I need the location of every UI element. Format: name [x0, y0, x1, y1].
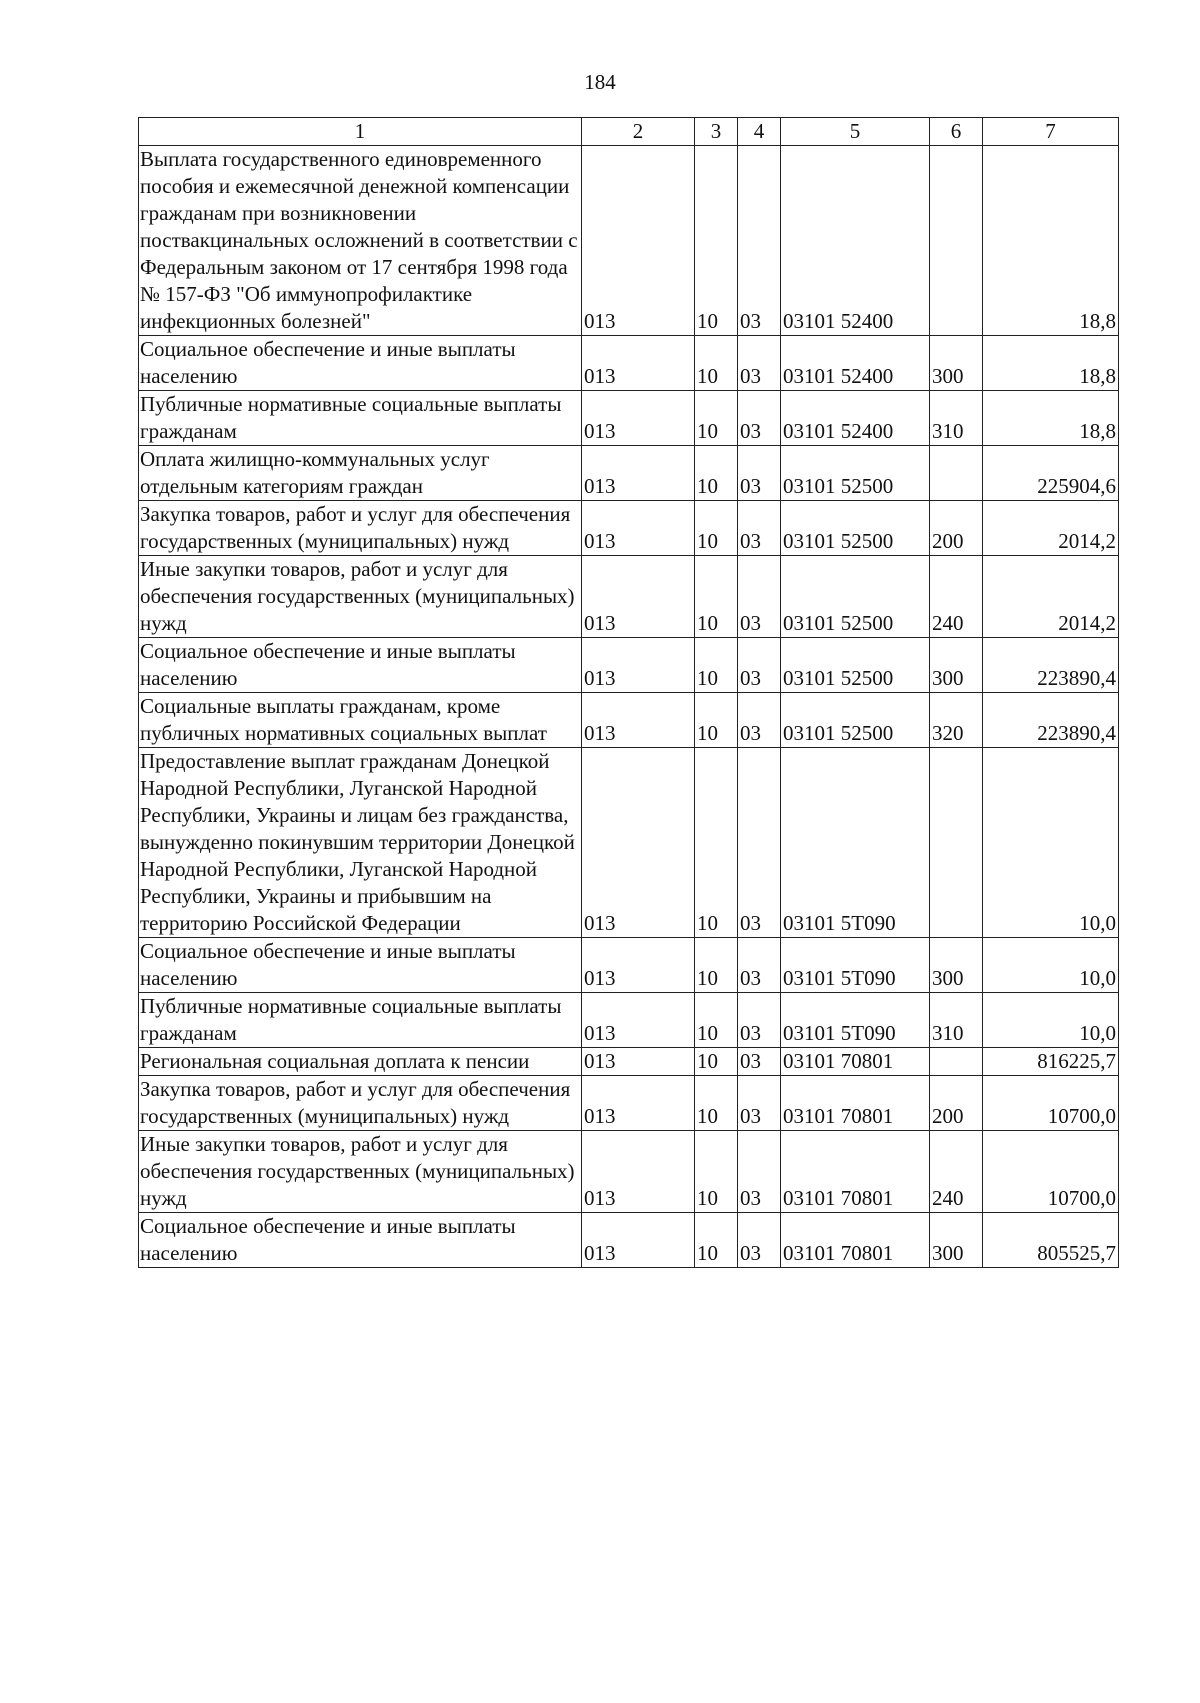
cell-admin-code: 013 — [582, 336, 695, 391]
row-name: Региональная социальная доплата к пенсии — [139, 1048, 582, 1076]
cell-target-article: 03101 70801 — [781, 1076, 930, 1131]
cell-amount: 10700,0 — [983, 1131, 1119, 1213]
cell-section: 10 — [695, 1213, 738, 1268]
column-header: 5 — [781, 118, 930, 146]
cell-expense-type: 310 — [930, 391, 983, 446]
cell-expense-type: 320 — [930, 693, 983, 748]
cell-admin-code: 013 — [582, 1213, 695, 1268]
cell-expense-type — [930, 446, 983, 501]
cell-expense-type — [930, 146, 983, 336]
table-row — [139, 993, 1119, 1048]
row-name: Публичные нормативные социальные выплаты гражданам — [139, 993, 582, 1048]
cell-subsection: 03 — [738, 391, 781, 446]
column-header: 7 — [983, 118, 1119, 146]
cell-expense-type — [930, 1048, 983, 1076]
cell-amount: 223890,4 — [983, 693, 1119, 748]
cell-section: 10 — [695, 146, 738, 336]
cell-section: 10 — [695, 446, 738, 501]
cell-amount: 816225,7 — [983, 1048, 1119, 1076]
cell-subsection: 03 — [738, 993, 781, 1048]
table-row — [139, 693, 1119, 748]
cell-subsection: 03 — [738, 501, 781, 556]
cell-admin-code: 013 — [582, 391, 695, 446]
cell-target-article: 03101 52400 — [781, 391, 930, 446]
cell-expense-type: 310 — [930, 993, 983, 1048]
cell-admin-code: 013 — [582, 693, 695, 748]
cell-target-article: 03101 5Т090 — [781, 748, 930, 938]
cell-section: 10 — [695, 336, 738, 391]
cell-amount: 223890,4 — [983, 638, 1119, 693]
cell-target-article: 03101 5Т090 — [781, 993, 930, 1048]
cell-subsection: 03 — [738, 748, 781, 938]
cell-admin-code: 013 — [582, 1048, 695, 1076]
cell-admin-code: 013 — [582, 638, 695, 693]
cell-amount: 805525,7 — [983, 1213, 1119, 1268]
cell-target-article: 03101 52400 — [781, 146, 930, 336]
table-row — [139, 1131, 1119, 1213]
cell-subsection: 03 — [738, 446, 781, 501]
cell-subsection: 03 — [738, 556, 781, 638]
cell-expense-type: 200 — [930, 501, 983, 556]
cell-amount: 10700,0 — [983, 1076, 1119, 1131]
cell-amount: 18,8 — [983, 336, 1119, 391]
cell-admin-code: 013 — [582, 556, 695, 638]
cell-target-article: 03101 52500 — [781, 501, 930, 556]
table-row — [139, 556, 1119, 638]
row-name: Публичные нормативные социальные выплаты гражданам — [139, 391, 582, 446]
cell-admin-code: 013 — [582, 938, 695, 993]
cell-admin-code: 013 — [582, 146, 695, 336]
cell-target-article: 03101 52500 — [781, 693, 930, 748]
cell-expense-type: 300 — [930, 1213, 983, 1268]
cell-admin-code: 013 — [582, 1131, 695, 1213]
row-name: Иные закупки товаров, работ и услуг для обеспечения государственных (муниципальных) нужд — [139, 1131, 582, 1213]
row-name: Оплата жилищно-коммунальных услуг отдельным категориям граждан — [139, 446, 582, 501]
cell-target-article: 03101 70801 — [781, 1213, 930, 1268]
cell-section: 10 — [695, 693, 738, 748]
cell-target-article: 03101 52500 — [781, 556, 930, 638]
cell-subsection: 03 — [738, 1213, 781, 1268]
cell-section: 10 — [695, 748, 738, 938]
column-header: 2 — [582, 118, 695, 146]
cell-amount: 225904,6 — [983, 446, 1119, 501]
cell-target-article: 03101 70801 — [781, 1048, 930, 1076]
cell-target-article: 03101 70801 — [781, 1131, 930, 1213]
cell-section: 10 — [695, 1048, 738, 1076]
cell-section: 10 — [695, 1131, 738, 1213]
cell-admin-code: 013 — [582, 993, 695, 1048]
row-name: Социальное обеспечение и иные выплаты населению — [139, 336, 582, 391]
cell-section: 10 — [695, 1076, 738, 1131]
cell-section: 10 — [695, 993, 738, 1048]
cell-amount: 10,0 — [983, 748, 1119, 938]
cell-amount: 18,8 — [983, 146, 1119, 336]
table-row — [139, 446, 1119, 501]
row-name: Предоставление выплат гражданам Донецкой Народной Республики, Луганской Народной Республики, Украины и лицам без гражданства, вынужденно покинувшим территории Донецкой Народной Республики, Луганской Народной Республики, Украины и прибывшим на территорию Российской Федерации — [139, 748, 582, 938]
cell-expense-type: 240 — [930, 556, 983, 638]
table-row — [139, 938, 1119, 993]
cell-amount: 2014,2 — [983, 556, 1119, 638]
row-name: Социальное обеспечение и иные выплаты населению — [139, 638, 582, 693]
column-header: 1 — [139, 118, 582, 146]
cell-amount: 18,8 — [983, 391, 1119, 446]
cell-subsection: 03 — [738, 693, 781, 748]
cell-amount: 2014,2 — [983, 501, 1119, 556]
cell-section: 10 — [695, 556, 738, 638]
table-body — [139, 146, 1119, 1268]
table-row — [139, 748, 1119, 938]
cell-target-article: 03101 52500 — [781, 638, 930, 693]
table-row — [139, 336, 1119, 391]
table-row — [139, 638, 1119, 693]
header-row — [139, 118, 1119, 146]
row-name: Иные закупки товаров, работ и услуг для обеспечения государственных (муниципальных) нужд — [139, 556, 582, 638]
cell-amount: 10,0 — [983, 993, 1119, 1048]
cell-admin-code: 013 — [582, 501, 695, 556]
cell-expense-type: 300 — [930, 938, 983, 993]
cell-subsection: 03 — [738, 1076, 781, 1131]
cell-amount: 10,0 — [983, 938, 1119, 993]
cell-subsection: 03 — [738, 1131, 781, 1213]
table-row — [139, 146, 1119, 336]
cell-expense-type: 300 — [930, 336, 983, 391]
row-name: Выплата государственного единовременного пособия и ежемесячной денежной компенсации гражданам при возникновении поствакцинальных осложнений в соответствии с Федеральным законом от 17 сентября 1998 года № 157-ФЗ "Об иммунопрофилактике инфекционных болезней" — [139, 146, 582, 336]
cell-subsection: 03 — [738, 336, 781, 391]
cell-expense-type: 300 — [930, 638, 983, 693]
row-name: Социальное обеспечение и иные выплаты населению — [139, 1213, 582, 1268]
table-row — [139, 501, 1119, 556]
row-name: Социальные выплаты гражданам, кроме публичных нормативных социальных выплат — [139, 693, 582, 748]
cell-section: 10 — [695, 638, 738, 693]
cell-expense-type: 240 — [930, 1131, 983, 1213]
cell-subsection: 03 — [738, 146, 781, 336]
cell-subsection: 03 — [738, 938, 781, 993]
budget-table — [138, 117, 1119, 1268]
cell-target-article: 03101 52500 — [781, 446, 930, 501]
cell-subsection: 03 — [738, 638, 781, 693]
row-name: Закупка товаров, работ и услуг для обеспечения государственных (муниципальных) нужд — [139, 1076, 582, 1131]
cell-expense-type: 200 — [930, 1076, 983, 1131]
cell-target-article: 03101 52400 — [781, 336, 930, 391]
cell-expense-type — [930, 748, 983, 938]
table-row — [139, 1076, 1119, 1131]
table-row — [139, 1213, 1119, 1268]
cell-section: 10 — [695, 501, 738, 556]
column-header: 6 — [930, 118, 983, 146]
cell-subsection: 03 — [738, 1048, 781, 1076]
cell-admin-code: 013 — [582, 446, 695, 501]
cell-section: 10 — [695, 938, 738, 993]
page-number: 184 — [584, 70, 616, 94]
table-row — [139, 391, 1119, 446]
column-header: 3 — [695, 118, 738, 146]
column-header: 4 — [738, 118, 781, 146]
table-row — [139, 1048, 1119, 1076]
cell-target-article: 03101 5Т090 — [781, 938, 930, 993]
row-name: Закупка товаров, работ и услуг для обеспечения государственных (муниципальных) нужд — [139, 501, 582, 556]
cell-admin-code: 013 — [582, 748, 695, 938]
cell-admin-code: 013 — [582, 1076, 695, 1131]
cell-section: 10 — [695, 391, 738, 446]
row-name: Социальное обеспечение и иные выплаты населению — [139, 938, 582, 993]
